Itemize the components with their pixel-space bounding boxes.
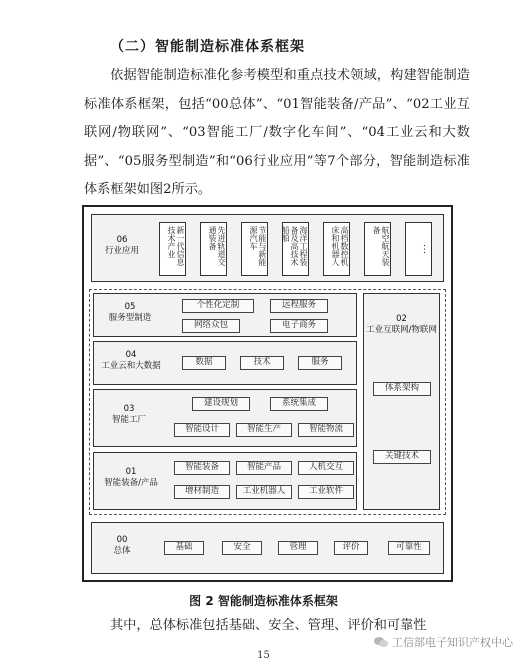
cloud-label-name: 工业云和大数据 [101,361,161,372]
industry-label-name: 行业应用 [104,246,139,257]
general-item: 管理 [278,541,318,555]
factory-item: 建设规划 [192,397,250,411]
service-item: 远程服务 [270,299,328,313]
section-heading: （二）智能制造标准体系框架 [110,39,305,55]
network-item: 体系架构 [373,382,431,396]
equipment-product-layer [93,452,357,510]
industry-label [98,235,146,258]
factory-item: 智能物流 [298,423,354,437]
equipment-item: 工业软件 [298,485,354,499]
industry-item: 海洋工程装备及高技术船舶 [282,222,309,276]
service-label-name: 服务型制造 [108,313,152,324]
equipment-item: 工业机器人 [236,485,292,499]
equipment-label-name: 智能装备/产品 [104,478,158,489]
general-label-num: 00 [116,535,128,545]
industry-application-layer [91,214,444,282]
service-label-num: 05 [124,302,136,312]
general-item: 基础 [164,541,204,555]
factory-item: 智能设计 [174,423,230,437]
industry-label-num: 06 [116,235,128,245]
industry-item: 节能与新能源汽车 [241,222,268,276]
industry-item: 先进轨道交通装备 [200,222,227,276]
body-text-continued [84,614,427,633]
service-manufacturing-layer [93,293,357,337]
industry-item: 新一代信息技术产业 [159,222,186,276]
cloud-item: 数据 [182,356,226,370]
industry-item-more: ⋮ [405,222,432,276]
network-label-name: 工业互联网/物联网 [366,325,437,336]
equipment-item: 人机交互 [298,461,354,475]
industry-item: 高档数控机床和机器人 [323,222,350,276]
general-layer [91,522,444,574]
figure-caption: 图 2 智能制造标准体系框架 [189,594,338,608]
general-item: 评价 [334,541,368,555]
cloud-item: 技术 [240,356,284,370]
equipment-label [96,467,166,490]
page-number: 15 [257,650,270,661]
cloud-bigdata-layer [93,341,357,385]
factory-label-name: 智能工厂 [111,415,146,426]
smart-factory-layer [93,389,357,447]
equipment-item: 智能装备 [174,461,230,475]
service-label [98,302,162,325]
network-item: 关键技术 [373,450,431,464]
watermark [374,634,513,650]
service-item: 个性化定制 [182,299,254,313]
service-item: 网络众包 [182,319,240,333]
general-label-name: 总体 [113,546,131,557]
factory-label-num: 03 [123,404,135,414]
general-item: 安全 [222,541,262,555]
factory-item: 智能生产 [236,423,292,437]
factory-item: 系统集成 [270,397,328,411]
equipment-item: 智能产品 [236,461,292,475]
network-label [364,314,439,337]
wechat-icon [374,636,388,648]
network-label-num: 02 [396,314,407,324]
general-item: 可靠性 [388,541,430,555]
industry-item: 航空航天装备 [364,222,391,276]
cloud-label-num: 04 [125,350,137,360]
body-paragraph [84,62,470,205]
watermark-text: 工信部电子知识产权中心 [392,636,513,649]
service-item: 电子商务 [270,319,328,333]
general-label [98,535,146,558]
equipment-label-num: 01 [125,467,137,477]
cloud-item: 服务 [298,356,342,370]
body-text-continued-text: 其中，总体标准包括基础、安全、管理、评价和可靠性 [110,618,427,633]
equipment-item: 增材制造 [174,485,230,499]
factory-label [100,404,158,427]
industrial-internet-layer [363,293,440,510]
cloud-label [96,350,166,373]
framework-diagram [82,205,453,582]
body-paragraph-text: 依据智能制造标准化参考模型和重点技术领域，构建智能制造标准体系框架，包括“00总体”、“01智能装备/产品”、“02工业互联网/物联网”、“03智能工厂/数字化车间”、“04工业云和大数据”、“05服务型制造”和“06行业应用”等7个部分，智能制造标准体系框架如图2所示。 [84,68,470,197]
